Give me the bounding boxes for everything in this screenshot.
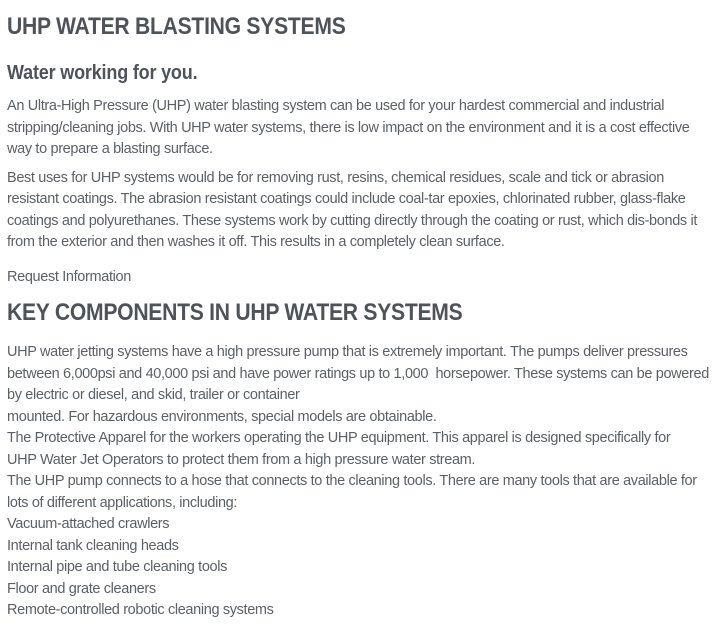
text-line: coatings and polyurethanes. These systems work by cutting directly through the coating or rust, which dis-bonds it	[7, 212, 698, 229]
text-line: Internal pipe and tube cleaning tools	[7, 559, 228, 575]
protective-apparel-paragraph	[7, 428, 713, 471]
text-line: Best uses for UHP systems would be for removing rust, resins, chemical residues, scale and tick or abrasion	[7, 169, 664, 186]
text-line: lots of different applications, including:	[7, 494, 238, 511]
text-line: Vacuum-attached crawlers	[7, 516, 170, 532]
text-line: way to prepare a blasting surface.	[7, 141, 213, 157]
key-components-heading: KEY COMPONENTS IN UHP WATER SYSTEMS	[7, 299, 463, 326]
best-uses-paragraph	[7, 168, 713, 254]
text-line: mounted. For hazardous environments, special models are obtainable.	[7, 408, 437, 425]
text-line: The Protective Apparel for the workers operating the UHP equipment. This apparel is designed specifically for	[7, 430, 671, 446]
intro-paragraph	[7, 96, 713, 161]
text-line: by electric or diesel, and skid, trailer or container	[7, 387, 300, 403]
tools-intro-paragraph	[7, 471, 713, 514]
text-line: resistant coatings. The abrasion resistant coatings could include coal-tar epoxies, chlorinated rubber, glass-flake	[7, 191, 686, 207]
tagline-subheading: Water working for you.	[7, 62, 198, 84]
text-line: Remote-controlled robotic cleaning systems	[7, 602, 274, 618]
text-line: from the exterior and then washes it off. This results in a completely clean surface.	[7, 234, 505, 250]
text-line: Internal tank cleaning heads	[7, 537, 179, 554]
text-line: stripping/cleaning jobs. With UHP water systems, there is low impact on the environment and it is a cost effective	[7, 119, 690, 136]
text-line: Floor and grate cleaners	[7, 580, 156, 597]
text-line: The UHP pump connects to a hose that connects to the cleaning tools. There are many tools that are available for	[7, 473, 697, 489]
request-information-link[interactable]: Request Information	[7, 268, 131, 285]
pump-paragraph	[7, 342, 713, 428]
text-line: UHP water jetting systems have a high pressure pump that is extremely important. The pumps deliver pressures	[7, 344, 688, 360]
text-line: An Ultra-High Pressure (UHP) water blasting system can be used for your hardest commercial and industrial	[7, 98, 665, 114]
page-title: UHP WATER BLASTING SYSTEMS	[7, 13, 346, 40]
tools-list	[7, 514, 713, 622]
text-line: UHP Water Jet Operators to protect them from a high pressure water stream.	[7, 451, 476, 468]
text-line: between 6,000psi and 40,000 psi and have power ratings up to 1,000 horsepower. These systems can be powered	[7, 365, 709, 382]
key-components-body	[7, 342, 713, 622]
request-information-row	[7, 254, 713, 289]
